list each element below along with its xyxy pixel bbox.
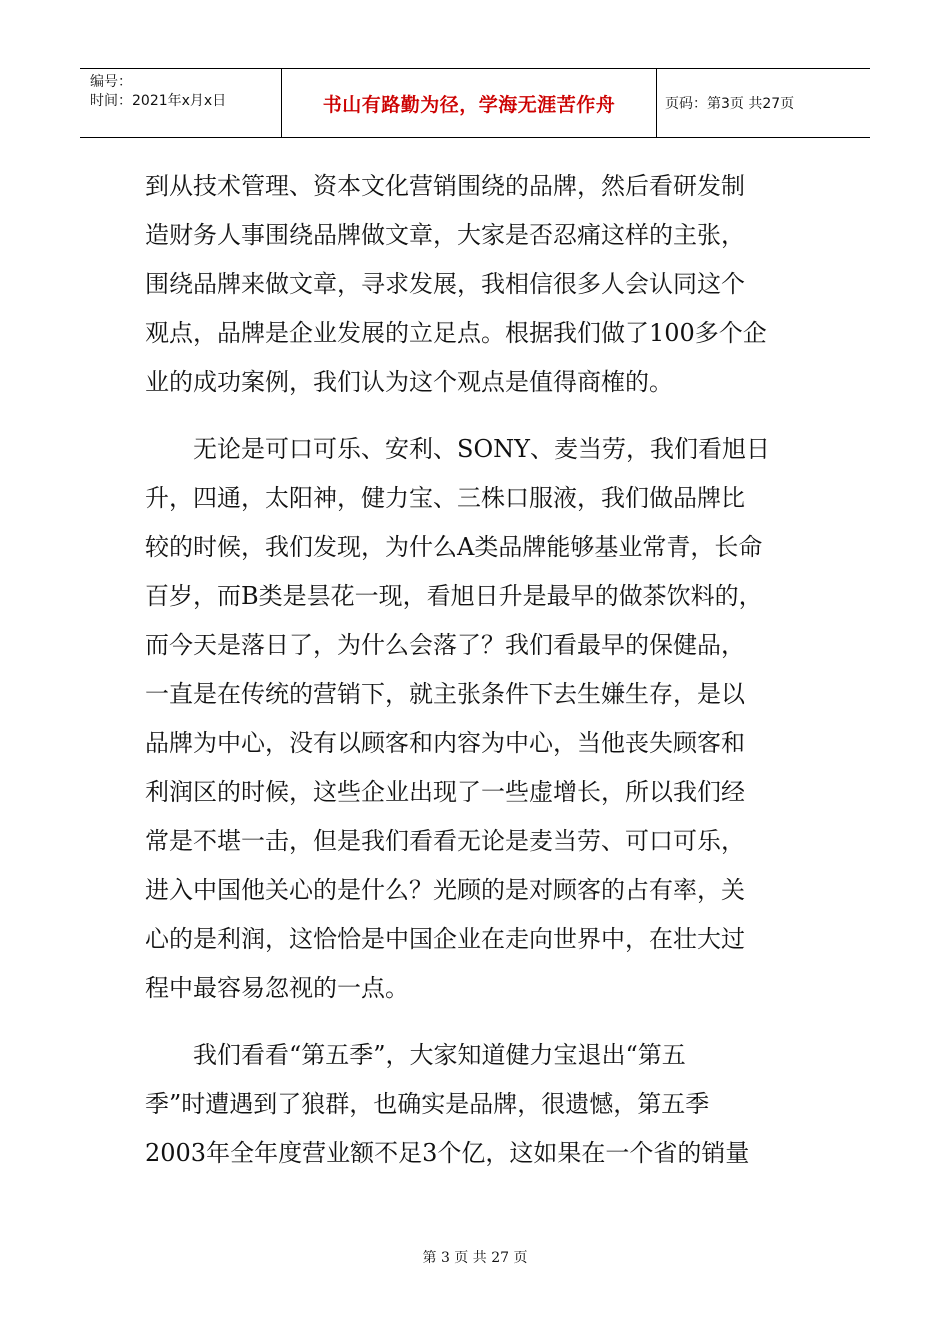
text-line: 心的是利润，这恰恰是中国企业在走向世界中，在壮大过 bbox=[145, 925, 745, 953]
text-line: 我们看看“第五季”，大家知道健力宝退出“第五 bbox=[145, 1041, 686, 1069]
paragraph-1 bbox=[145, 162, 805, 407]
text-line: 一直是在传统的营销下，就主张条件下去生嫌生存，是以 bbox=[145, 680, 745, 708]
text-line: 程中最容易忽视的一点。 bbox=[145, 974, 409, 1002]
header-meta bbox=[80, 69, 282, 137]
text-line: 利润区的时候，这些企业出现了一些虚增长，所以我们经 bbox=[145, 778, 745, 806]
header-page-info: 页码：第3页 共27页 bbox=[665, 96, 795, 112]
page-footer: 第 3 页 共 27 页 bbox=[422, 1250, 528, 1266]
text-line: 常是不堪一击，但是我们看看无论是麦当劳、可口可乐， bbox=[145, 827, 745, 855]
text-line: 升，四通，太阳神，健力宝、三株口服液，我们做品牌比 bbox=[145, 484, 745, 512]
text-line: 而今天是落日了，为什么会落了？我们看最早的保健品， bbox=[145, 631, 745, 659]
text-line: 到从技术管理、资本文化营销围绕的品牌，然后看研发制 bbox=[145, 172, 745, 200]
text-line: 围绕品牌来做文章，寻求发展，我相信很多人会认同这个 bbox=[145, 270, 745, 298]
header-motto: 书山有路勤为径，学海无涯苦作舟 bbox=[282, 69, 657, 137]
text-line: 观点，品牌是企业发展的立足点。根据我们做了100多个企 bbox=[145, 319, 767, 347]
number-label: 编号： bbox=[90, 74, 132, 90]
paragraph-2 bbox=[145, 425, 805, 1013]
document-body bbox=[145, 162, 805, 1196]
text-line: 季”时遭遇到了狼群，也确实是品牌，很遗憾，第五季 bbox=[145, 1090, 710, 1118]
text-line: 造财务人事围绕品牌做文章，大家是否忍痛这样的主张， bbox=[145, 221, 745, 249]
time-label: 时间：2021年x月x日 bbox=[90, 93, 227, 109]
text-line: 进入中国他关心的是什么？光顾的是对顾客的占有率，关 bbox=[145, 876, 745, 904]
text-line: 品牌为中心，没有以顾客和内容为中心，当他丧失顾客和 bbox=[145, 729, 745, 757]
text-line: 业的成功案例，我们认为这个观点是值得商榷的。 bbox=[145, 368, 673, 396]
text-line: 较的时候，我们发现，为什么A类品牌能够基业常青，长命 bbox=[145, 533, 763, 561]
text-line: 百岁，而B类是昙花一现，看旭日升是最早的做茶饮料的， bbox=[145, 582, 763, 610]
paragraph-3 bbox=[145, 1031, 805, 1178]
page-header bbox=[80, 68, 870, 138]
text-line: 2003年全年度营业额不足3个亿，这如果在一个省的销量 bbox=[145, 1139, 750, 1167]
text-line: 无论是可口可乐、安利、SONY、麦当劳，我们看旭日 bbox=[145, 435, 770, 463]
